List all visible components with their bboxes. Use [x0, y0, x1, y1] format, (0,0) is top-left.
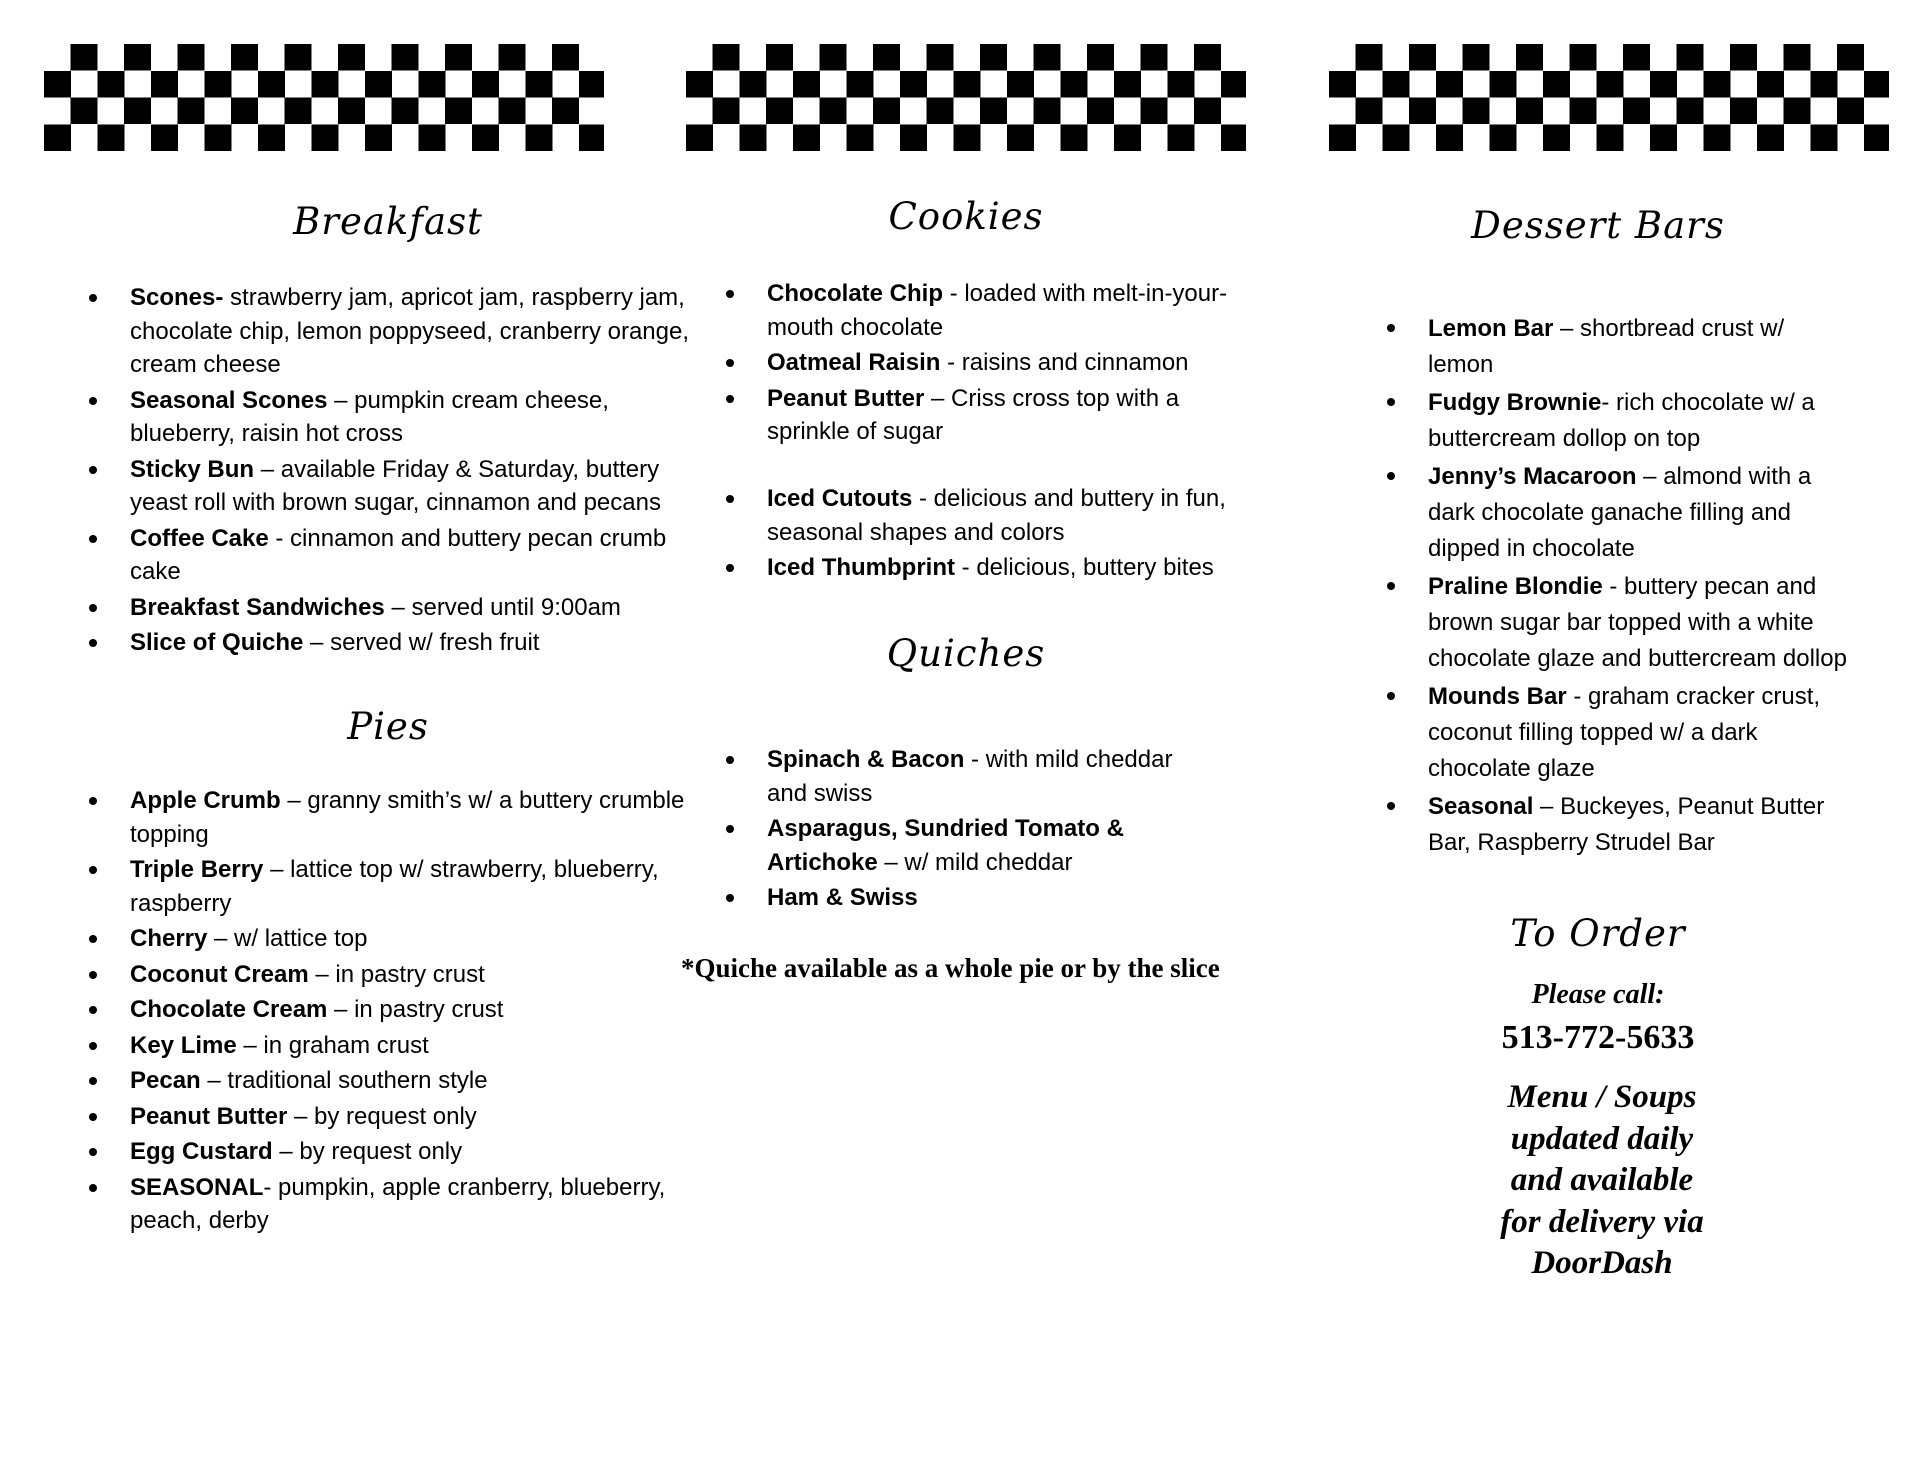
item-name: Peanut Butter	[130, 1102, 288, 1130]
item-name: Iced Thumbprint	[767, 554, 955, 581]
item-name: Chocolate Cream	[130, 996, 328, 1023]
item-description: – almond with a dark chocolate ganache filling and dipped in chocolate	[1428, 463, 1812, 562]
item-description: - loaded with melt-in-your-mouth chocolate	[767, 280, 1228, 341]
dessert-bars-heading: Dessert Bars	[1471, 204, 1725, 247]
item-name: Mounds Bar	[1428, 683, 1567, 710]
list-item	[130, 384, 700, 451]
item-description: – served w/ fresh fruit	[303, 629, 540, 656]
pies-heading: Pies	[347, 705, 429, 748]
item-name: Egg Custard	[130, 1138, 273, 1165]
item-description: – Criss cross top with a sprinkle of sugar	[767, 384, 1180, 445]
item-name: Ham & Swiss	[767, 884, 918, 911]
checker-banner-middle	[686, 44, 1246, 151]
item-name: Key Lime	[130, 1031, 237, 1059]
item-description: – by request only	[272, 1138, 463, 1165]
item-name: Scones-	[130, 284, 224, 311]
item-description: – Buckeyes, Peanut Butter Bar, Raspberry Strudel Bar	[1428, 793, 1825, 856]
list-item	[767, 482, 1267, 549]
order-info-line: Menu / Soups	[1507, 1079, 1697, 1115]
list-item	[130, 281, 700, 382]
list-item	[130, 1135, 700, 1169]
item-description: – traditional southern style	[200, 1067, 488, 1094]
list-item	[130, 453, 700, 520]
item-name: Breakfast Sandwiches	[130, 593, 385, 621]
item-name: Spinach & Bacon	[767, 746, 965, 773]
item-name: Coconut Cream	[130, 960, 309, 988]
item-description: - rich chocolate w/ a buttercream dollop on top	[1428, 389, 1815, 452]
item-name: Seasonal	[1428, 793, 1534, 820]
list-item	[767, 743, 1187, 810]
item-description: – granny smith’s w/ a buttery crumble topping	[130, 787, 685, 848]
item-name: Iced Cutouts	[767, 485, 913, 512]
quiches-heading: Quiches	[886, 632, 1046, 675]
order-info-line: and available	[1510, 1162, 1694, 1198]
item-description: – pumpkin cream cheese, blueberry, raisin hot cross	[130, 386, 609, 447]
quiches-list	[767, 743, 1187, 917]
list-item	[1428, 385, 1848, 457]
list-item	[767, 812, 1187, 879]
cookies-heading: Cookies	[888, 195, 1044, 238]
list-item	[130, 522, 700, 589]
list-item	[1428, 459, 1848, 567]
list-item	[767, 881, 1187, 915]
list-item	[130, 1064, 700, 1098]
list-item	[1428, 311, 1848, 383]
item-name: Coffee Cake	[130, 524, 269, 552]
item-description: – w/ lattice top	[207, 925, 368, 952]
item-description: – lattice top w/ strawberry, blueberry, raspberry	[130, 856, 659, 917]
list-item	[767, 346, 1267, 380]
item-description: - delicious, buttery bites	[955, 554, 1214, 581]
cookies-list-2	[767, 482, 1267, 587]
item-description: – in graham crust	[236, 1031, 429, 1059]
list-item	[1428, 789, 1848, 861]
item-description: – shortbread crust w/ lemon	[1428, 315, 1785, 378]
please-call-label: Please call:	[1531, 979, 1665, 1010]
list-item	[130, 993, 700, 1027]
item-description: – w/ mild cheddar	[877, 848, 1073, 876]
item-name: Praline Blondie	[1428, 573, 1603, 600]
list-item	[130, 626, 700, 660]
order-info-line: DoorDash	[1531, 1245, 1673, 1281]
item-name: Slice of Quiche	[130, 629, 304, 656]
item-description: - pumpkin, apple cranberry, blueberry, peach, derby	[130, 1173, 666, 1234]
order-info-line: for delivery via	[1500, 1203, 1704, 1240]
breakfast-heading: Breakfast	[293, 200, 483, 243]
item-description: - with mild cheddar and swiss	[767, 746, 1173, 807]
phone-number: 513-772-5633	[1501, 1019, 1695, 1056]
list-item	[130, 1029, 700, 1063]
item-name: Seasonal Scones	[130, 386, 328, 414]
order-info	[1388, 1077, 1816, 1285]
item-description: – by request only	[287, 1102, 477, 1130]
quiche-note: *Quiche available as a whole pie or by the slice	[681, 953, 1220, 983]
item-description: strawberry jam, apricot jam, raspberry jam, chocolate chip, lemon poppyseed, cranberry orange, cream cheese	[130, 284, 690, 378]
list-item	[130, 922, 700, 956]
item-name: Lemon Bar	[1428, 315, 1554, 342]
checker-banner-left	[44, 44, 604, 151]
list-item	[767, 382, 1267, 449]
item-name: Sticky Bun	[130, 455, 255, 483]
item-description: - raisins and cinnamon	[940, 349, 1189, 376]
item-name: Oatmeal Raisin	[767, 349, 941, 376]
list-item	[767, 551, 1267, 585]
item-description: – in pastry crust	[327, 996, 504, 1023]
list-item	[130, 853, 700, 920]
item-name: Peanut Butter	[767, 384, 925, 412]
item-description: - cinnamon and buttery pecan crumb cake	[130, 524, 667, 585]
item-name: Pecan	[130, 1067, 201, 1094]
item-description: - buttery pecan and brown sugar bar topped with a white chocolate glaze and buttercream dollop	[1428, 573, 1847, 672]
item-description: - delicious and buttery in fun, seasonal shapes and colors	[767, 485, 1226, 546]
item-name: Fudgy Brownie	[1428, 389, 1602, 416]
item-name: Chocolate Chip	[767, 280, 944, 307]
item-name: Triple Berry	[130, 856, 264, 883]
list-item	[130, 1100, 700, 1134]
item-name: Asparagus, Sundried Tomato & Artichoke	[767, 815, 1124, 876]
dessert-bars-list	[1428, 311, 1848, 863]
list-item	[1428, 569, 1848, 677]
item-description: – available Friday & Saturday, buttery yeast roll with brown sugar, cinnamon and pecans	[130, 455, 661, 516]
item-description: – served until 9:00am	[384, 593, 621, 621]
item-name: Cherry	[130, 925, 208, 952]
list-item	[130, 958, 700, 992]
list-item	[130, 591, 700, 625]
cookies-list	[767, 277, 1267, 451]
item-name: Apple Crumb	[130, 787, 281, 814]
item-name: Jenny’s Macaroon	[1428, 463, 1637, 490]
item-description: - graham cracker crust, coconut filling topped w/ a dark chocolate glaze	[1428, 683, 1821, 782]
pies-list	[130, 784, 700, 1240]
list-item	[767, 277, 1267, 344]
order-info-line: updated daily	[1510, 1120, 1694, 1157]
breakfast-list	[130, 281, 700, 662]
list-item	[130, 784, 700, 851]
item-name: SEASONAL	[130, 1173, 264, 1201]
list-item	[130, 1171, 700, 1238]
item-description: – in pastry crust	[308, 960, 485, 988]
checker-banner-right	[1329, 44, 1889, 151]
to-order-heading: To Order	[1510, 912, 1686, 955]
list-item	[1428, 679, 1848, 787]
